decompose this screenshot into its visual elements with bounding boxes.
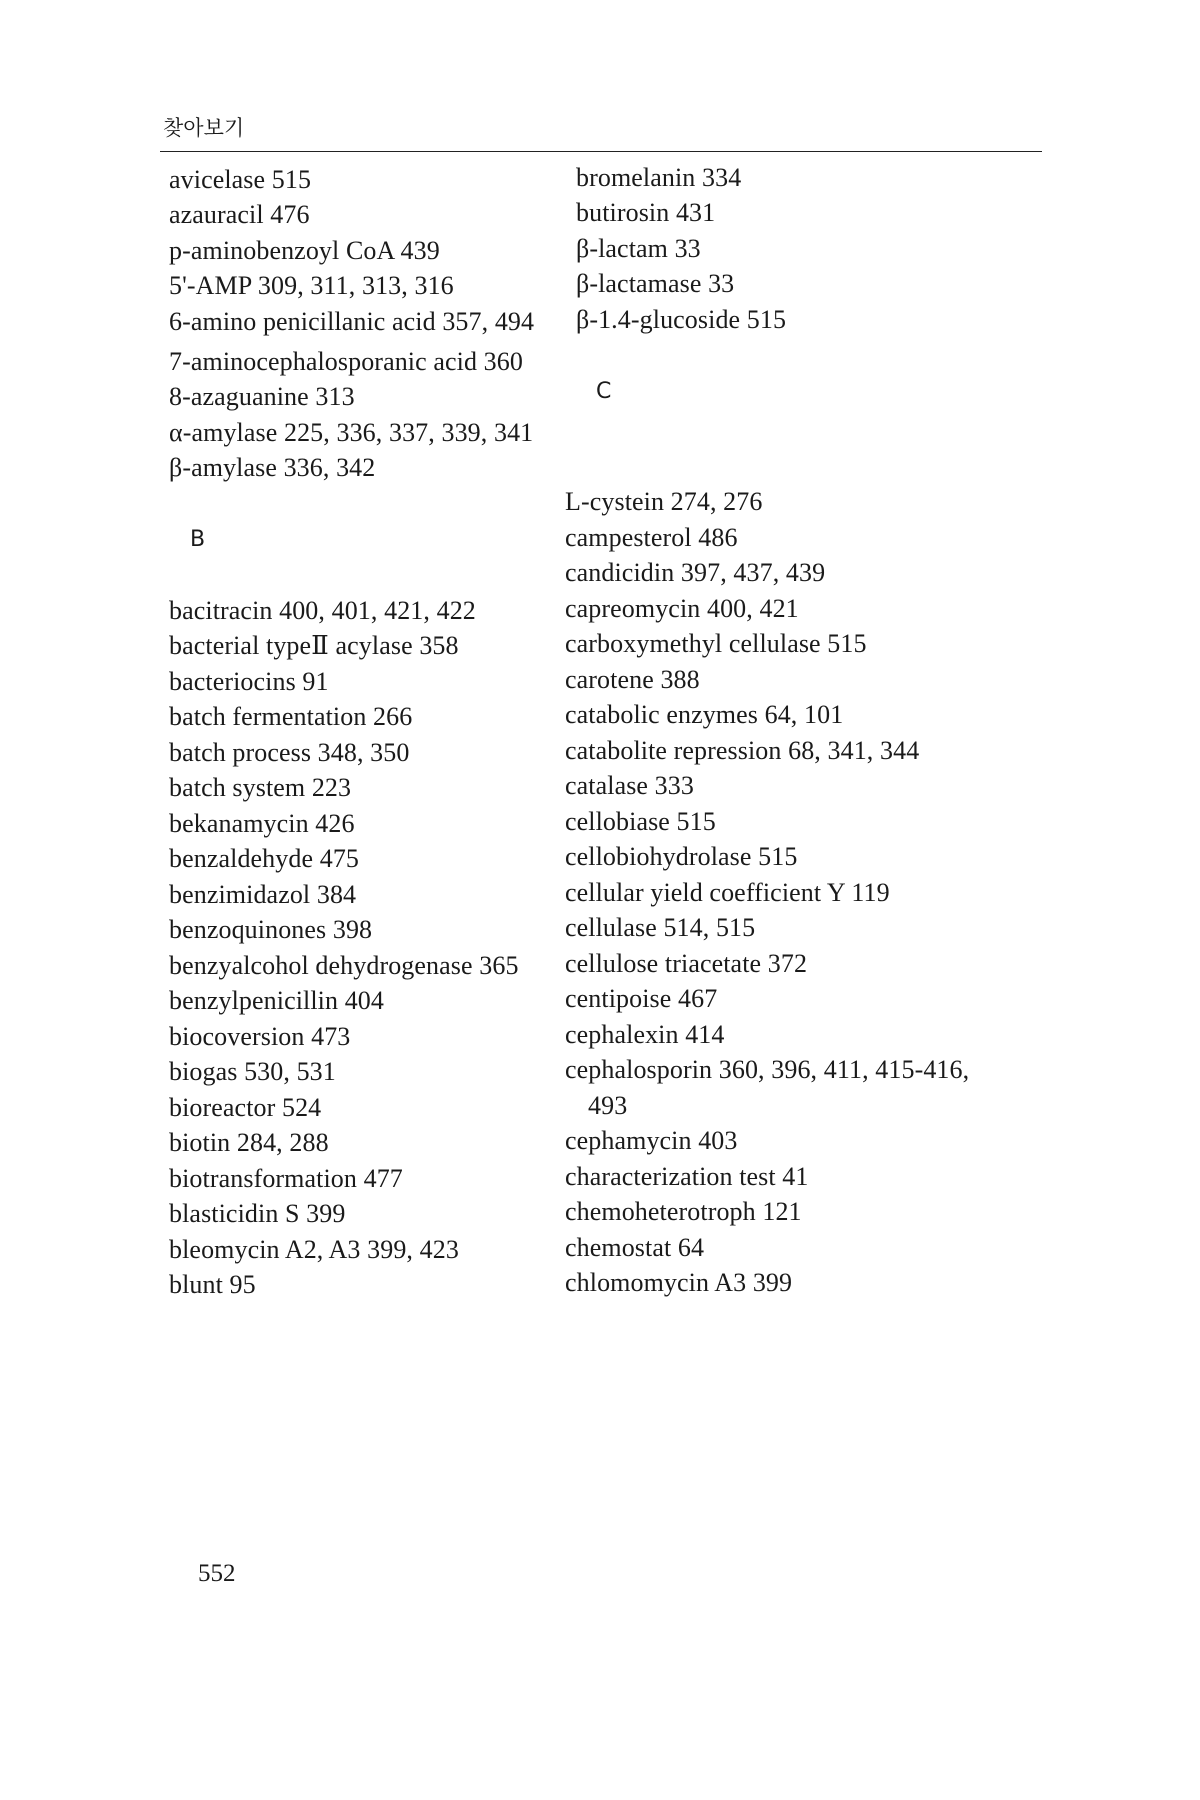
index-entry: capreomycin 400, 421 — [565, 594, 799, 623]
index-entry: characterization test 41 — [565, 1162, 809, 1191]
index-entry: cellulase 514, 515 — [565, 913, 756, 942]
index-entry: benzoquinones 398 — [169, 915, 373, 944]
index-entry: blasticidin S 399 — [169, 1199, 346, 1228]
index-entry: batch fermentation 266 — [169, 702, 413, 731]
index-entry: α-amylase 225, 336, 337, 339, 341 — [169, 418, 534, 447]
page-header-title: 찾아보기 — [163, 116, 245, 140]
index-entry: blunt 95 — [169, 1270, 256, 1299]
index-entry: bleomycin A2, A3 399, 423 — [169, 1235, 459, 1264]
index-entry: bacteriocins 91 — [169, 667, 329, 696]
index-entry: β-1.4-glucoside 515 — [576, 305, 787, 334]
index-entry: carboxymethyl cellulase 515 — [565, 629, 867, 658]
index-entry: azauracil 476 — [169, 200, 310, 229]
index-entry: bacitracin 400, 401, 421, 422 — [169, 596, 476, 625]
index-entry: benzimidazol 384 — [169, 880, 357, 909]
index-entry: β-amylase 336, 342 — [169, 453, 376, 482]
index-entry: β-lactam 33 — [576, 234, 701, 263]
index-entry: batch system 223 — [169, 773, 352, 802]
index-entry: 5'-AMP 309, 311, 313, 316 — [169, 271, 454, 300]
section-letter-b: B — [190, 527, 206, 552]
index-entry-continued: 493 — [588, 1091, 628, 1120]
index-entry: bioreactor 524 — [169, 1093, 322, 1122]
index-entry: L-cystein 274, 276 — [565, 487, 763, 516]
index-entry: centipoise 467 — [565, 984, 718, 1013]
index-entry: avicelase 515 — [169, 165, 312, 194]
index-entry: biocoversion 473 — [169, 1022, 351, 1051]
index-entry: benzyalcohol dehydrogenase 365 — [169, 951, 519, 980]
index-entry: batch process 348, 350 — [169, 738, 410, 767]
index-entry: cephalosporin 360, 396, 411, 415-416, — [565, 1055, 970, 1084]
index-entry: cellobiase 515 — [565, 807, 716, 836]
index-entry: catabolic enzymes 64, 101 — [565, 700, 844, 729]
index-entry: p-aminobenzoyl CoA 439 — [169, 236, 440, 265]
section-letter-c: C — [596, 379, 612, 404]
index-entry: β-lactamase 33 — [576, 269, 735, 298]
page-number: 552 — [198, 1560, 236, 1587]
index-entry: cellobiohydrolase 515 — [565, 842, 798, 871]
index-entry: biogas 530, 531 — [169, 1057, 336, 1086]
index-entry: 6-amino penicillanic acid 357, 494 — [169, 307, 535, 336]
index-entry: bacterial typeⅡ acylase 358 — [169, 631, 459, 660]
index-entry: butirosin 431 — [576, 198, 716, 227]
index-entry: catabolite repression 68, 341, 344 — [565, 736, 920, 765]
index-entry: benzaldehyde 475 — [169, 844, 360, 873]
index-entry: cellulose triacetate 372 — [565, 949, 808, 978]
index-entry: campesterol 486 — [565, 523, 738, 552]
index-entry: cephamycin 403 — [565, 1126, 738, 1155]
index-entry: biotin 284, 288 — [169, 1128, 329, 1157]
index-entry: cellular yield coefficient Y 119 — [565, 878, 890, 907]
index-entry: catalase 333 — [565, 771, 694, 800]
index-entry: 8-azaguanine 313 — [169, 382, 355, 411]
header-divider — [160, 151, 1042, 152]
index-entry: biotransformation 477 — [169, 1164, 403, 1193]
index-entry: 7-aminocephalosporanic acid 360 — [169, 347, 523, 376]
index-entry: carotene 388 — [565, 665, 700, 694]
index-entry: chemostat 64 — [565, 1233, 705, 1262]
index-entry: bromelanin 334 — [576, 163, 742, 192]
index-entry: chemoheterotroph 121 — [565, 1197, 802, 1226]
index-entry: candicidin 397, 437, 439 — [565, 558, 826, 587]
index-entry: benzylpenicillin 404 — [169, 986, 385, 1015]
index-entry: bekanamycin 426 — [169, 809, 355, 838]
index-entry: chlomomycin A3 399 — [565, 1268, 793, 1297]
index-entry: cephalexin 414 — [565, 1020, 725, 1049]
